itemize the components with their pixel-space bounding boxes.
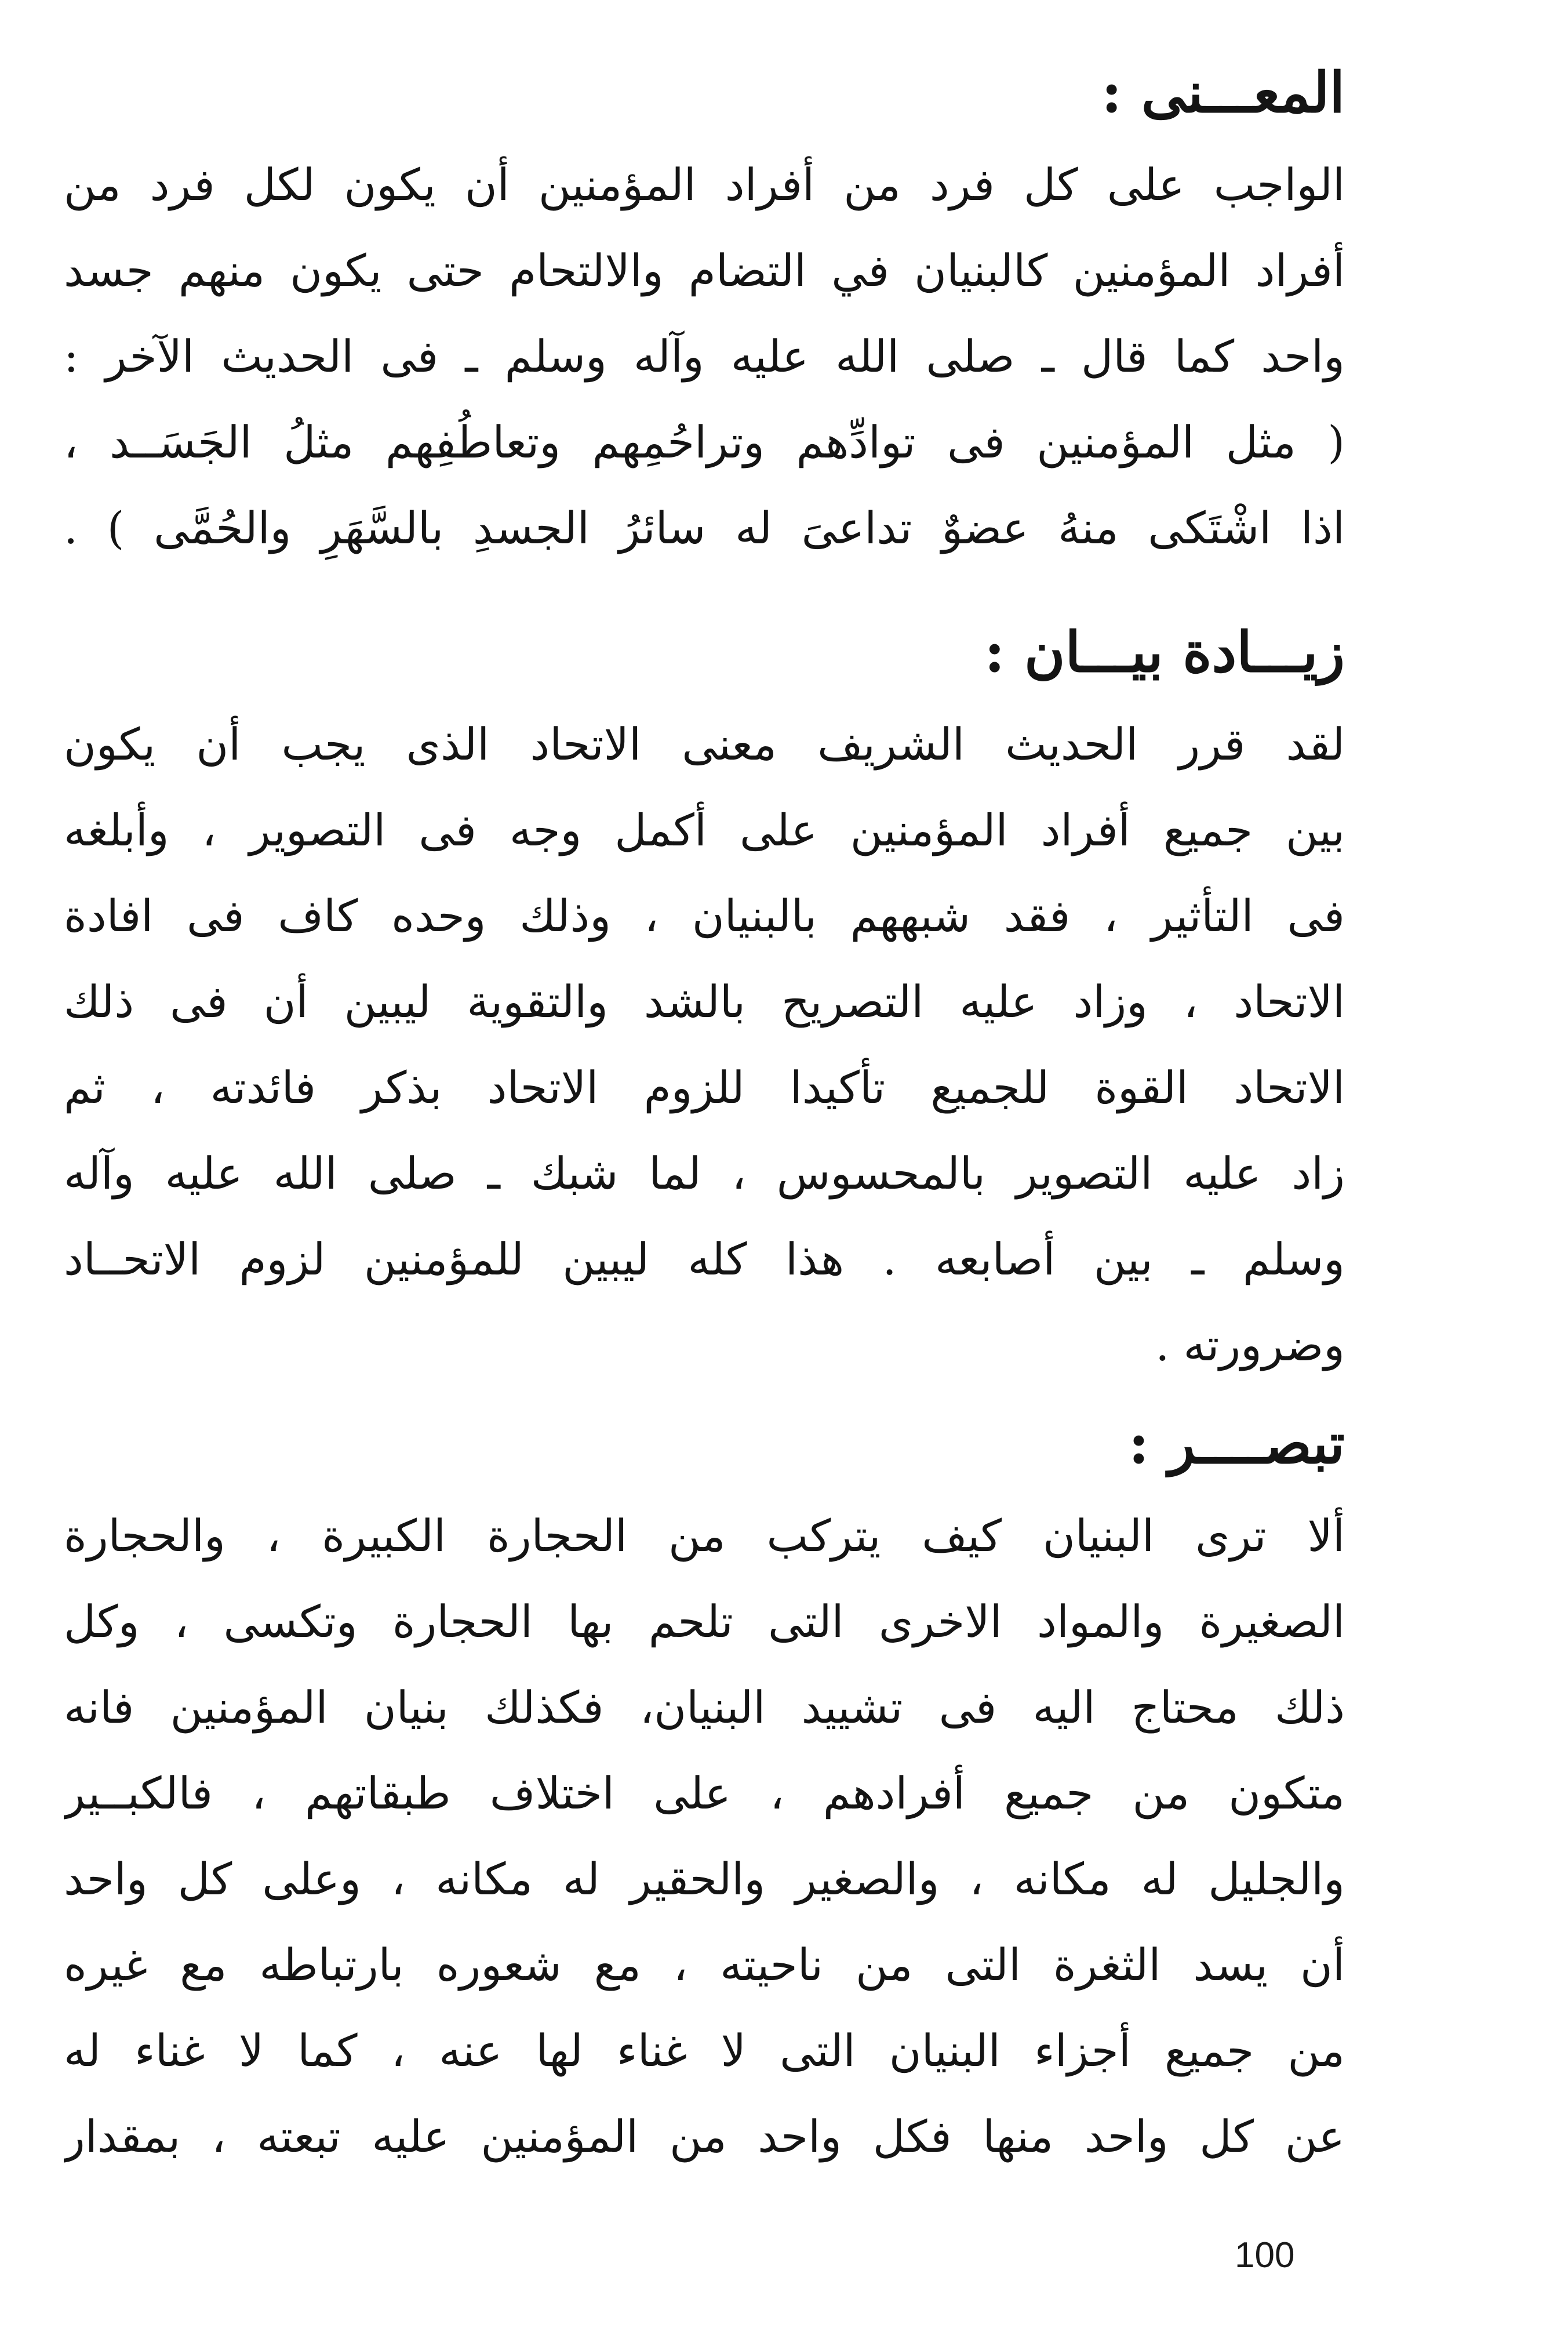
text-line: فى التأثير ، فقد شبههم بالبنيان ، وذلك وحده كاف فى افادة [64, 890, 1345, 942]
page-number: 100 [1235, 2235, 1295, 2275]
text-line: أفراد المؤمنين كالبنيان في التضام والالتحام حتى يكون منهم جسد [64, 245, 1345, 296]
section-heading-insight: تبصــــر : [1128, 1411, 1345, 1476]
section-heading-meaning: المعـــنى : [1101, 60, 1345, 125]
text-line: زاد عليه التصوير بالمحسوس ، لما شبك ـ صلى الله عليه وآله [64, 1147, 1345, 1199]
text-line: واحد كما قال ـ صلى الله عليه وآله وسلم ـ فى الحديث الآخر : [64, 331, 1345, 382]
paragraph-insight [64, 1493, 1345, 2180]
section-heading-explanation: زيـــادة بيـــان : [984, 619, 1345, 685]
text-line: والجليل له مكانه ، والصغير والحقير له مكانه ، وعلى كل واحد [64, 1853, 1345, 1905]
section-insight [64, 1406, 1345, 2180]
text-line: أن يسد الثغرة التى من ناحيته ، مع شعوره بارتباطه مع غيره [64, 1939, 1345, 1991]
text-line: عن كل واحد منها فكل واحد من المؤمنين عليه تبعته ، بمقدار [64, 2111, 1345, 2162]
text-line: ( مثل المؤمنين فى توادِّهم وتراحُمِهم وتعاطُفِهم مثلُ الجَسَــد ، [64, 416, 1345, 468]
text-line: الاتحاد ، وزاد عليه التصريح بالشد والتقوية ليبين أن فى ذلك [64, 976, 1345, 1027]
text-line: متكون من جميع أفرادهم ، على اختلاف طبقاتهم ، فالكبــير [64, 1767, 1345, 1819]
text-line: الاتحاد القوة للجميع تأكيدا للزوم الاتحاد بذكر فائدته ، ثم [64, 1062, 1345, 1113]
text-line: الواجب على كل فرد من أفراد المؤمنين أن يكون لكل فرد من [64, 159, 1345, 210]
section-explanation [64, 615, 1345, 1388]
text-line: وضرورته . [1155, 1319, 1345, 1371]
paragraph-meaning [64, 142, 1345, 571]
text-line: وسلم ـ بين أصابعه . هذا كله ليبين للمؤمنين لزوم الاتحــاد [64, 1233, 1345, 1285]
text-line: ذلك محتاج اليه فى تشييد البنيان، فكذلك بنيان المؤمنين فانه [64, 1682, 1345, 1733]
text-line: ألا ترى البنيان كيف يتركب من الحجارة الكبيرة ، والحجارة [64, 1510, 1345, 1561]
text-line: الصغيرة والمواد الاخرى التى تلحم بها الحجارة وتكسى ، وكل [64, 1596, 1345, 1647]
paragraph-explanation [64, 702, 1345, 1388]
text-line: بين جميع أفراد المؤمنين على أكمل وجه فى التصوير ، وأبلغه [64, 804, 1345, 856]
text-line: لقد قرر الحديث الشريف معنى الاتحاد الذى يجب أن يكون [64, 718, 1345, 770]
text-line: من جميع أجزاء البنيان التى لا غناء لها عنه ، كما لا غناء له [64, 2025, 1345, 2076]
section-meaning [64, 55, 1345, 571]
text-line: اذا اشْتَكى منهُ عضوٌ تداعىَ له سائرُ الجسدِ بالسَّهَرِ والحُمَّى ) . [64, 502, 1345, 554]
